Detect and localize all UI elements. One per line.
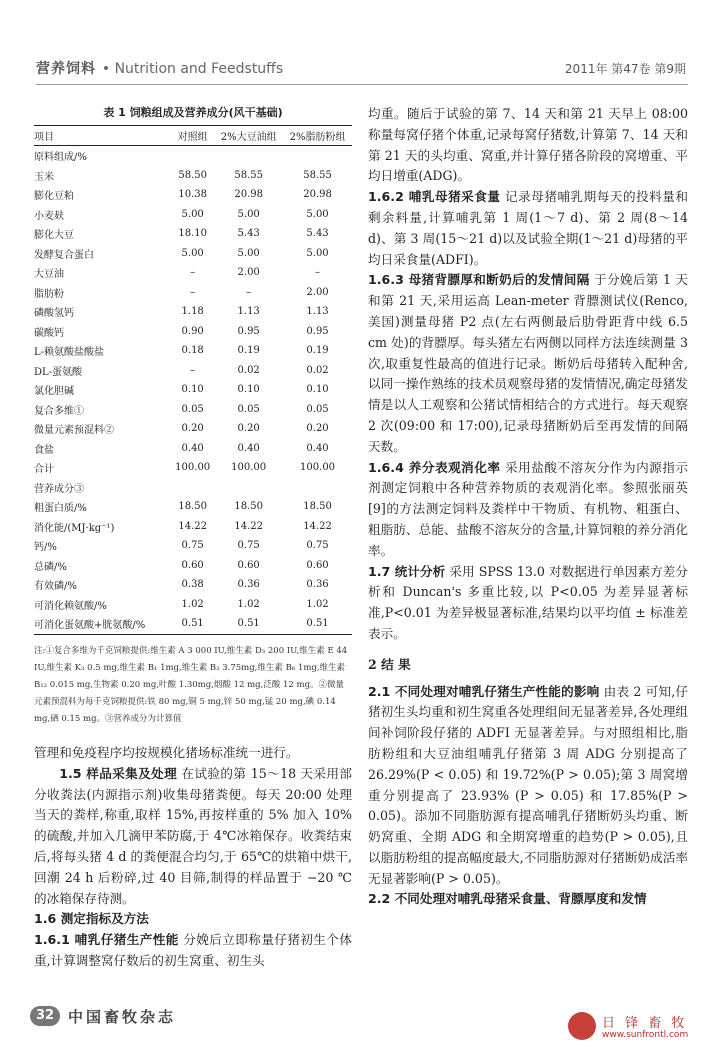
table-row	[34, 400, 352, 420]
table-row	[34, 185, 352, 205]
table-row	[34, 205, 352, 225]
table-cell: L-赖氨酸盐酸盐	[34, 347, 105, 359]
table-cell: 5.00	[237, 208, 260, 220]
table-row	[34, 166, 352, 186]
table-cell: 0.51	[171, 614, 214, 634]
table-cell	[214, 478, 283, 498]
table-row	[34, 556, 352, 576]
table-cell: 100.00	[175, 462, 211, 474]
table-row	[34, 341, 352, 361]
table-cell: 消化能/(MJ·kg⁻¹)	[34, 522, 115, 534]
table-cell: 18.50	[303, 501, 332, 513]
table-cell: 0.51	[214, 614, 283, 634]
table-caption: 表 1 饲粮组成及营养成分(风干基础)	[103, 106, 283, 119]
paragraph-continued-right: 均重。随后于试验的第 7、14 天和第 21 天早上 08:00 称量每窝仔猪个体重,记录每窝仔猪数,计算第 7、14 天和第 21 天的头均重、窝重,并计算仔猪各阶段的窝增重、平均日增重(ADG)。	[368, 106, 688, 184]
table-cell: 0.02	[306, 364, 329, 376]
table-cell: 0.95	[237, 325, 260, 337]
left-column-text	[34, 743, 352, 972]
table-cell: 1.18	[181, 306, 204, 318]
table-cell: 18.50	[234, 501, 263, 513]
table-cell: 1.02	[181, 598, 204, 610]
section-1-6-heading: 1.6 测定指标及方法	[34, 911, 149, 927]
table-cell: 0.90	[181, 325, 204, 337]
table-cell: 20.98	[234, 189, 263, 201]
table-row	[34, 614, 352, 634]
section-2-1: 2.1 不同处理对哺乳仔猪生产性能的影响 由表 2 可知,仔猪初生头均重和初生窝重各处理组间无显著差异,各处理组间补饲阶段仔猪的 ADFI 无显著差异。与对照组相比,脂肪粉组和大豆油组哺乳仔猪第 3 周 ADG 分别提高了 26.29%(P < 0.05) 和 19.72%(P > 0.05);第 3 周窝增重分别提高了 23.93% (P > 0.05) 和 17.85%(P > 0.05)。添加不同脂肪源有提高哺乳仔猪断奶头均重、断奶窝重、全期 ADG 和全期窝增重的趋势(P > 0.05),且以脂肪粉组的提高幅度最大,不同脂肪源对仔猪断奶成活率无显著影响(P > 0.05)。	[368, 683, 688, 886]
table-header-cell: 项目	[34, 126, 171, 146]
table-cell: 总磷/%	[34, 561, 67, 573]
table-cell: 玉米	[34, 171, 54, 183]
table-cell: 0.20	[306, 423, 329, 435]
table-cell	[171, 146, 214, 166]
diet-composition-table	[34, 125, 352, 635]
table-row	[34, 419, 352, 439]
table-cell: 微量元素预混料②	[34, 425, 114, 437]
section-2-2: 2.2 不同处理对哺乳母猪采食量、背膘厚度和发情	[368, 891, 647, 907]
table-cell: 0.10	[306, 384, 329, 396]
table-cell: 5.43	[306, 228, 329, 240]
table-row	[34, 478, 352, 498]
table-cell: 原料组成/%	[34, 152, 87, 164]
table-cell: 5.43	[237, 228, 260, 240]
table-cell: 合计	[34, 464, 54, 476]
table-body	[34, 146, 352, 635]
table-cell: 58.55	[303, 169, 332, 181]
table-cell: 14.22	[303, 520, 332, 532]
table-row	[34, 361, 352, 381]
table-cell: 14.22	[178, 520, 207, 532]
table-row	[34, 575, 352, 595]
table-cell: 0.40	[237, 442, 260, 454]
table-cell: 58.55	[234, 169, 263, 181]
watermark-logo-icon	[568, 1012, 596, 1040]
table-cell: 18.50	[178, 501, 207, 513]
table-cell: 2.00	[306, 286, 329, 298]
table-row	[34, 283, 352, 303]
table-cell: 5.00	[181, 247, 204, 259]
table-row	[34, 497, 352, 517]
table-cell: 0.20	[237, 423, 260, 435]
table-cell: 1.02	[237, 598, 260, 610]
page-number: 32	[30, 1006, 60, 1026]
table-note: 注:①复合多维为千克饲粮提供:维生素 A 3 000 IU,维生素 D₃ 200 IU,维生素 E 44 IU,维生素 K₃ 0.5 mg,维生素 B₁ 1mg,维生素 B₂ 3.75mg,维生素 B₆ 1mg,维生素 B₁₂ 0.015 mg,生物素 0.20 mg,叶酸 1.30mg,烟酸 12 mg,泛酸 12 mg。②微量元素预混料为每千克饲粮提供:铁 80 mg,铜 5 mg,锌 50 mg,锰 20 mg,碘 0.14 mg,硒 0.15 mg。③营养成分为计算值	[34, 645, 348, 724]
table-cell: 有效磷/%	[34, 581, 77, 593]
table-cell: –	[190, 267, 196, 279]
section-1-5: 1.5 样品采集及处理 在试验的第 15～18 天采用部分收粪法(内源指示剂)收集母猪粪便。每天 20:00 处理当天的粪样,称重,取样 15%,再按样重的 5% 加入 10%的硫酸,并加入几滴甲苯防腐,于 4℃冰箱保存。收粪结束后,将每头猪 4 d 的粪便混合均匀,于 65℃的烘箱中烘干,回潮 24 h 后粉碎,过 40 目筛,制得的样品置于 −20 ℃的冰箱保存待测。	[34, 765, 352, 906]
table-header-cell: 对照组	[171, 126, 214, 146]
table-cell: 1.13	[306, 306, 329, 318]
table-cell: 0.10	[181, 384, 204, 396]
table-cell: 0.95	[306, 325, 329, 337]
table-cell: 5.00	[306, 247, 329, 259]
table-header-cell: 2%大豆油组	[214, 126, 283, 146]
section-1-6-3: 1.6.3 母猪背膘厚和断奶后的发情间隔 于分娩后第 1 天和第 21 天,采用运高 Lean-meter 背膘测试仪(Renco,美国)测量母猪 P2 点(左右两侧最后肋骨距背中线 6.5 cm 处)的背膘厚。每头猪左右两侧以同样方法连续测量 3 次,取重复性最高的值进行记录。断奶后母猪转入配种舍,以同一操作熟练的技术员观察母猪的发情情况,确定母猪发情是以人工观察和公猪试情相结合的方式进行。每天观察 2 次(09:00 和 17:00),记录母猪断奶后至再发情的间隔天数。	[368, 272, 688, 454]
table-cell: 可消化赖氨酸/%	[34, 600, 107, 612]
table-cell	[214, 146, 283, 166]
table-row	[34, 458, 352, 478]
table-cell: 100.00	[300, 462, 336, 474]
table-row	[34, 595, 352, 615]
table-cell: 100.00	[231, 462, 267, 474]
table-cell: 碳酸钙	[34, 327, 64, 339]
table-cell: 可消化蛋氨酸+胱氨酸/%	[34, 614, 171, 634]
section-1-6-2: 1.6.2 哺乳母猪采食量 记录母猪哺乳期每天的投料量和剩余料量,计算哺乳第 1 周(1～7 d)、第 2 周(8～14 d)、第 3 周(15～21 d)以及试验全期(1～21 d)母猪的平均日采食量(ADFI)。	[368, 189, 688, 267]
table-cell: 发酵复合蛋白	[34, 249, 94, 261]
table-cell: 营养成分③	[34, 483, 84, 495]
table-cell: –	[315, 267, 321, 279]
table-row	[34, 302, 352, 322]
table-cell: 0.60	[181, 559, 204, 571]
table-cell: 0.40	[181, 442, 204, 454]
table-cell: 0.19	[306, 345, 329, 357]
table-cell: 脂肪粉	[34, 288, 64, 300]
right-column-text	[368, 104, 688, 910]
section-1-7: 1.7 统计分析 采用 SPSS 13.0 对数据进行单因素方差分析和 Duncan's 多重比较,以 P<0.05 为差异显著标准,P<0.01 为差异极显著标准,结果均以平均值 ± 标准差表示。	[368, 563, 688, 641]
table-cell: –	[190, 364, 196, 376]
table-cell: 氯化胆碱	[34, 386, 74, 398]
table-cell	[283, 146, 352, 166]
table-cell: 0.18	[181, 345, 204, 357]
table-cell: 0.60	[306, 559, 329, 571]
table-cell: 磷酸氢钙	[34, 308, 74, 320]
table-cell: 5.00	[181, 208, 204, 220]
table-cell: 1.02	[306, 598, 329, 610]
table-cell: 0.02	[237, 364, 260, 376]
issue-info: 2011年 第47卷 第9期	[564, 62, 686, 76]
table-cell: 1.13	[237, 306, 260, 318]
table-cell: 5.00	[306, 208, 329, 220]
table-row	[34, 380, 352, 400]
table-cell: 0.40	[306, 442, 329, 454]
table-1	[34, 104, 352, 728]
table-cell: 粗蛋白质/%	[34, 503, 87, 515]
table-cell: –	[190, 286, 196, 298]
table-cell: 10.38	[178, 189, 207, 201]
table-cell: 0.60	[237, 559, 260, 571]
table-cell: 0.36	[306, 579, 329, 591]
journal-name: 营养饲料 • Nutrition and Feedstuffs	[36, 61, 284, 77]
table-cell: 大豆油	[34, 269, 64, 281]
table-cell: 膨化大豆	[34, 230, 74, 242]
table-cell: 2.00	[237, 267, 260, 279]
table-cell: 食盐	[34, 444, 54, 456]
table-cell: 18.10	[178, 228, 207, 240]
table-cell: 0.10	[237, 384, 260, 396]
table-row	[34, 517, 352, 537]
table-row	[34, 146, 352, 166]
section-1-6-4: 1.6.4 养分表观消化率 采用盐酸不溶灰分作为内源指示剂测定饲粮中各种营养物质的表观消化率。参照张丽英[9]的方法测定饲料及粪样中干物质、有机物、粗蛋白、粗脂肪、总能、盐酸不溶灰分的含量,计算饲粮的养分消化率。	[368, 459, 688, 558]
table-header-row	[34, 126, 352, 146]
table-row	[34, 322, 352, 342]
table-cell: 0.05	[237, 403, 260, 415]
table-row	[34, 263, 352, 283]
table-cell: 0.05	[306, 403, 329, 415]
table-cell: 0.75	[237, 540, 260, 552]
running-header	[36, 58, 686, 80]
watermark-text: 日 锋 畜 牧	[602, 1016, 688, 1031]
footer-journal: 中国畜牧杂志	[68, 1008, 177, 1026]
table-cell: 20.98	[303, 189, 332, 201]
table-cell: –	[246, 286, 252, 298]
table-cell: 58.50	[178, 169, 207, 181]
table-cell	[283, 478, 352, 498]
table-cell: 复合多维①	[34, 405, 84, 417]
table-cell: 小麦麸	[34, 210, 64, 222]
table-cell: 0.19	[237, 345, 260, 357]
table-row	[34, 439, 352, 459]
section-1-6-1: 1.6.1 哺乳仔猪生产性能 分娩后立即称量仔猪初生个体重,计算调整窝仔数后的初生窝重、初生头	[34, 932, 353, 968]
table-cell: 14.22	[234, 520, 263, 532]
watermark-url: www.sunfrontl.com	[602, 1030, 689, 1040]
table-cell: 膨化豆粕	[34, 191, 74, 203]
section-2-heading: 2 结 果	[368, 656, 411, 672]
table-cell: DL-蛋氨酸	[34, 366, 83, 378]
table-cell: 0.05	[181, 403, 204, 415]
table-row	[34, 244, 352, 264]
table-cell: 0.20	[181, 423, 204, 435]
table-header-cell: 2%脂肪粉组	[283, 126, 352, 146]
table-row	[34, 224, 352, 244]
header-rule	[36, 84, 688, 85]
table-cell: 0.75	[181, 540, 204, 552]
table-row	[34, 536, 352, 556]
table-cell	[171, 478, 214, 498]
table-cell: 0.38	[181, 579, 204, 591]
table-cell: 0.75	[306, 540, 329, 552]
table-cell: 0.51	[283, 614, 352, 634]
table-cell: 0.36	[237, 579, 260, 591]
table-cell: 5.00	[237, 247, 260, 259]
table-cell: 钙/%	[34, 542, 57, 554]
paragraph-continued: 管理和免疫程序均按规模化猪场标准统一进行。	[34, 745, 299, 760]
